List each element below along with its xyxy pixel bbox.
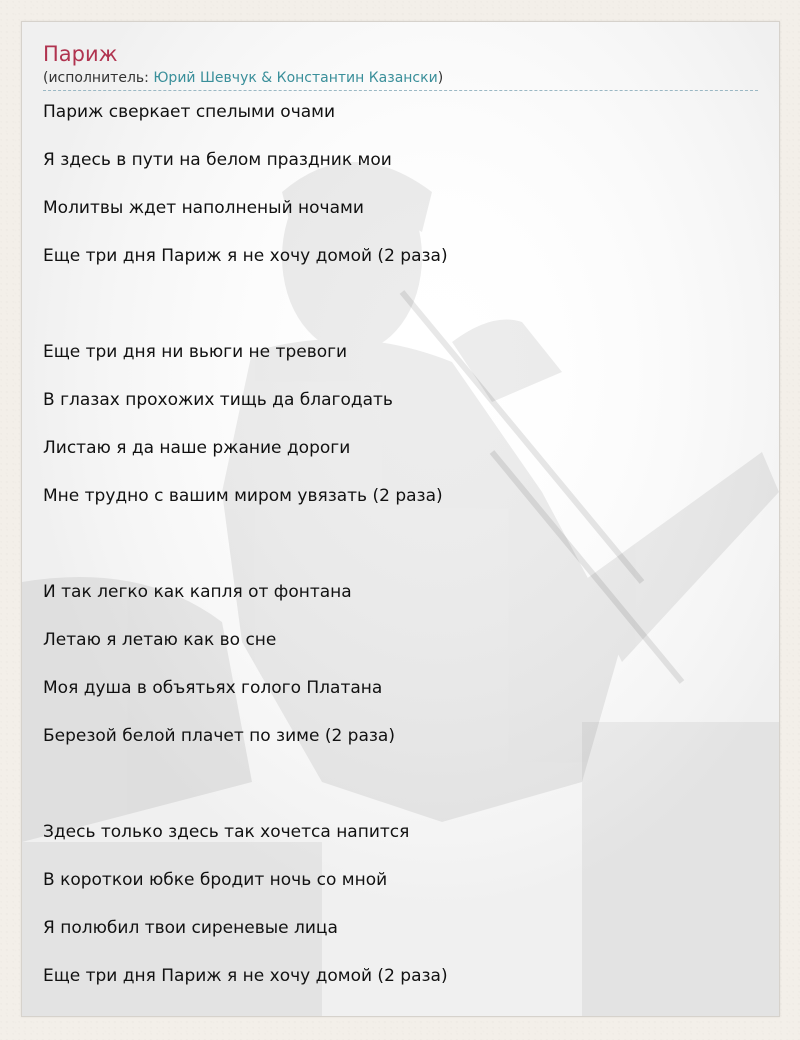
lyrics-card [21, 21, 780, 1017]
lyric-line: Березой белой плачет по зиме (2 раза) [43, 726, 395, 746]
artist-line [43, 69, 443, 87]
artist-prefix: (исполнитель: [43, 70, 154, 86]
lyric-line: Я здесь в пути на белом праздник мои [43, 150, 392, 170]
lyric-line: Еще три дня Париж я не хочу домой (2 раза) [43, 246, 448, 266]
lyric-line: Я полюбил твои сиреневые лица [43, 918, 338, 938]
stanza-break [43, 292, 743, 340]
lyric-line: Летаю я летаю как во сне [43, 630, 277, 650]
lyric-line: Мне трудно с вашим миром увязать (2 раза) [43, 486, 443, 506]
lyric-line: Молитвы ждет наполненый ночами [43, 198, 364, 218]
lyric-line: В глазах прохожих тищь да благодать [43, 390, 393, 410]
lyric-line: Еще три дня Париж я не хочу домой (2 раза) [43, 966, 448, 986]
title-divider [43, 90, 758, 91]
lyric-line: Моя душа в объятьях голого Платана [43, 678, 383, 698]
lyric-line: И так легко как капля от фонтана [43, 582, 352, 602]
artist-link[interactable]: Юрий Шевчук & Константин Казански [153, 70, 438, 86]
lyrics-content [22, 22, 779, 1016]
lyric-line: Здесь только здесь так хочетса напится [43, 822, 410, 842]
lyric-line: Еще три дня ни вьюги не тревоги [43, 342, 348, 362]
song-title: Париж [43, 42, 118, 66]
lyrics-body [43, 100, 743, 1012]
lyric-line: В короткои юбке бродит ночь со мной [43, 870, 388, 890]
lyric-line: Листаю я да наше ржание дороги [43, 438, 351, 458]
stanza-break [43, 772, 743, 820]
artist-suffix: ) [437, 70, 444, 86]
lyric-line: Париж сверкает спелыми очами [43, 102, 336, 122]
stanza-break [43, 532, 743, 580]
